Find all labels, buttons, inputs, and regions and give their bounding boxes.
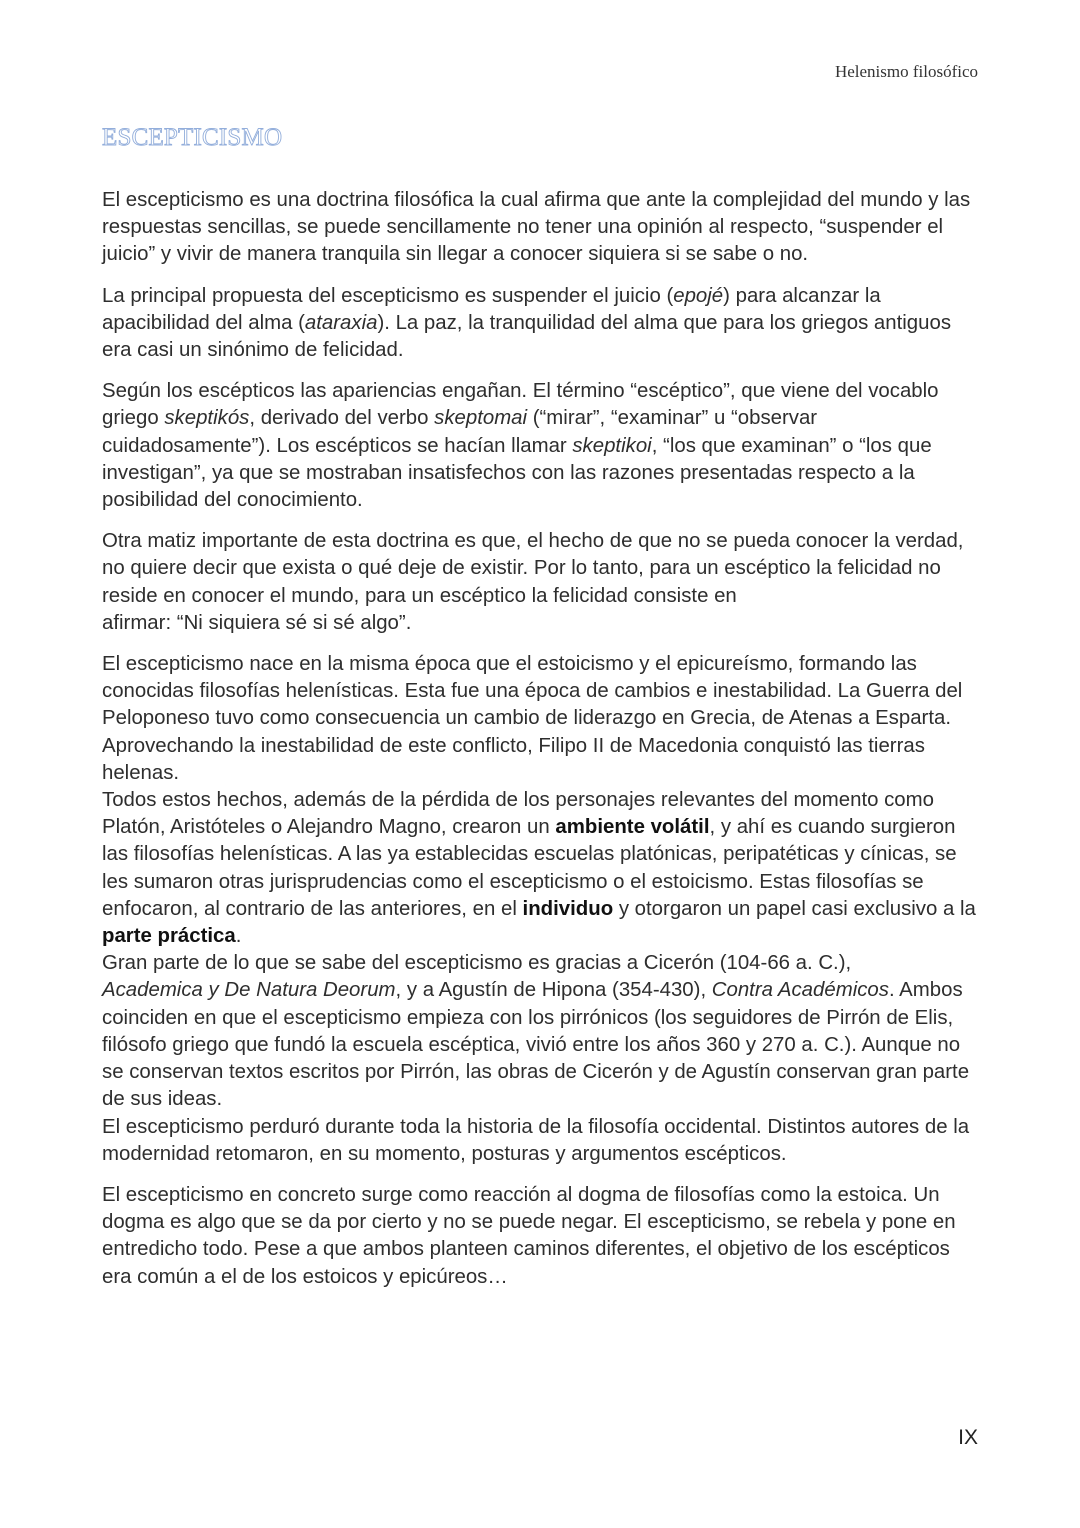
emphasis-ambiente-volatil: ambiente volátil [555, 816, 710, 839]
paragraph-nuance [102, 528, 980, 637]
paragraph-definition: El escepticismo es una doctrina filosófica la cual afirma que ante la complejidad del mundo y las respuestas sencillas, se puede sencillamente no tener una opinión al respecto, “suspender el juicio” y vivir de manera tranquila sin llegar a conocer siquiera si se sabe o no. [102, 189, 971, 266]
text-run: , y a Agustín de Hipona (354-430), [395, 979, 712, 1002]
paragraph-etymology [102, 378, 980, 514]
paragraph-main-proposal [102, 283, 980, 365]
text-run: afirmar: “Ni siquiera sé si sé algo”. [102, 611, 412, 634]
text-run: , derivado del verbo [249, 407, 435, 430]
running-header: Helenismo filosófico [834, 62, 978, 81]
text-run: , y ahí es cuando surgieron las filosofías helenísticas. A las ya establecidas escuelas platónicas, peripatéticas y cínicas, se les sumaron otras jurisprudencias como el escepticismo o el estoicismo. Estas filosofías se enfocaron, al contrario de las anteriores, en el [102, 816, 957, 920]
paragraph-legacy: El escepticismo perduró durante toda la historia de la filosofía occidental. Distintos autores de la modernidad retomaron, en su momento, posturas y argumentos escépticos. [102, 1115, 970, 1165]
text-run: Otra matiz importante de esta doctrina es que, el hecho de que no se pueda conocer la verdad, no quiere decir que exista o qué deje de existir. Por lo tanto, para un escéptico la felicidad no reside en conocer el mundo, para un escéptico la felicidad consiste en [102, 530, 964, 607]
page-number: IX [958, 1426, 978, 1449]
term-epoje: epojé [673, 284, 724, 307]
paragraph-hellenistic-schools [102, 787, 980, 950]
text-run: , “los que examinan” o “los que investigan”, ya que se mostraban insatisfechos con las razones presentadas respecto a la posibilidad del conocimiento. [102, 434, 932, 512]
text-run: ) para alcanzar la apacibilidad del alma ( [102, 284, 881, 334]
paragraph-sources [102, 950, 980, 1113]
paragraph-historical-context: El escepticismo nace en la misma época que el estoicismo y el epicureísmo, formando las conocidas filosofías helenísticas. Esta fue una época de cambios e inestabilidad. La Guerra del Peloponeso tuvo como consecuencia un cambio de liderazgo en Grecia, de Atenas a Esparta. Aprovechando la inestabilidad de este conflicto, Filipo II de Macedonia conquistó las tierras helenas. [102, 653, 963, 784]
text-run: Gran parte de lo que se sabe del escepticismo es gracias a Cicerón (104-66 a. C.), [102, 952, 852, 975]
term-skeptomai: skeptomai [434, 407, 528, 430]
text-run: Según los escépticos las apariencias engañan. El término “escéptico”, que viene del vocablo griego [102, 380, 939, 430]
term-skeptikos: skeptikós [164, 407, 250, 430]
emphasis-parte-practica: parte práctica [102, 925, 236, 948]
text-run: La principal propuesta del escepticismo es suspender el juicio ( [102, 284, 674, 307]
work-title-academica: Academica y De Natura Deorum [102, 979, 396, 1002]
text-run: . Ambos coinciden en que el escepticismo empieza con los pirrónicos (los seguidores de Pirrón de Elis, filósofo griego que fundó la escuela escéptica, vivió entre los años 360 y 270 a. C.). Aunque no se conservan textos escritos por Pirrón, las obras de Cicerón y de Agustín conservan gran parte de sus ideas. [102, 979, 970, 1111]
text-run: . [235, 925, 242, 948]
body-text [102, 187, 980, 1291]
paragraph-dogma-reaction: El escepticismo en concreto surge como reacción al dogma de filosofías como la estoica. Un dogma es algo que se da por cierto y no se puede negar. El escepticismo, se rebela y pone en entredicho todo. Pese a que ambos planteen caminos diferentes, el objetivo de los escépticos era común a el de los estoicos y epicúreos… [102, 1183, 956, 1288]
emphasis-individuo: individuo [522, 897, 614, 920]
text-run: y otorgaron un papel casi exclusivo a la [613, 897, 976, 920]
work-title-contra-academicos: Contra Académicos [711, 979, 889, 1002]
section-title: ESCEPTICISMO [102, 124, 283, 151]
term-ataraxia: ataraxia [304, 311, 378, 334]
term-skeptikoi: skeptikoi [572, 434, 652, 457]
text-run: (“mirar”, “examinar” u “observar cuidadosamente”). Los escépticos se hacían llamar [102, 407, 818, 457]
text-run: ). La paz, la tranquilidad del alma que para los griegos antiguos era casi un sinónimo de felicidad. [102, 311, 952, 362]
text-run: Todos estos hechos, además de la pérdida de los personajes relevantes del momento como Platón, Aristóteles o Alejandro Magno, crearon un [102, 789, 934, 839]
